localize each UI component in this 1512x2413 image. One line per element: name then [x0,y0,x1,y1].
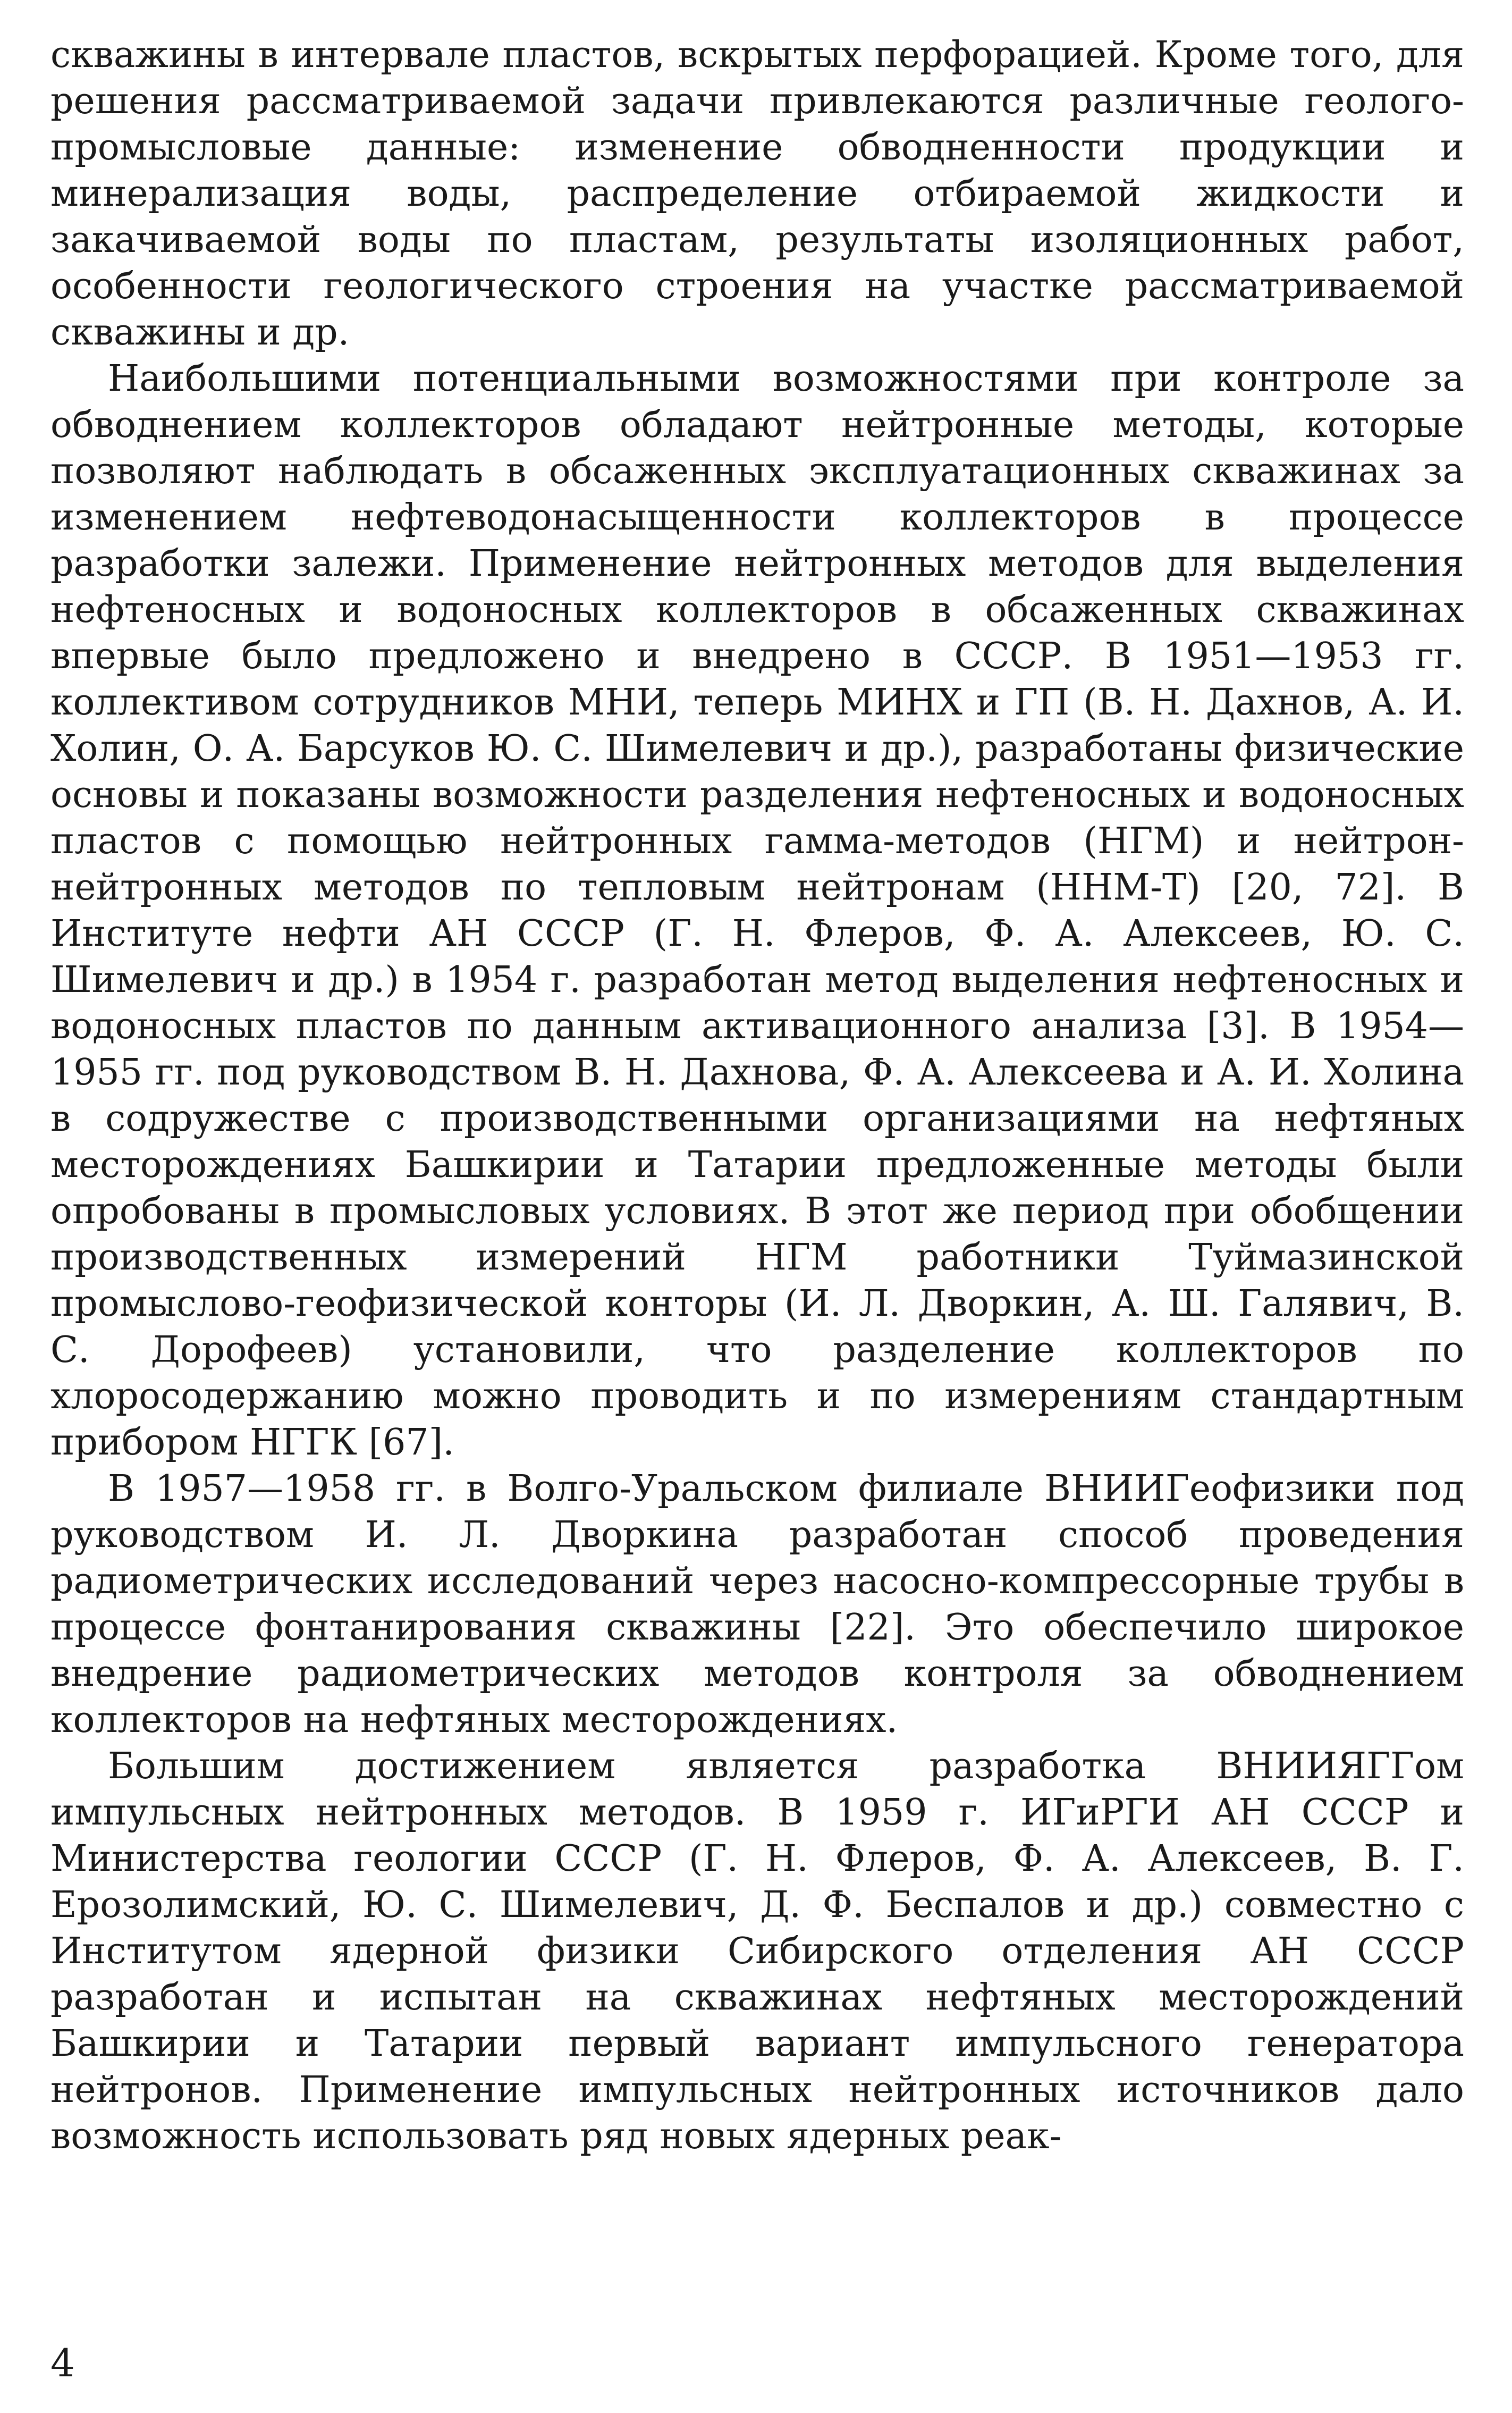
document-page [50,32,1464,2387]
page-number: 4 [50,2341,75,2385]
paragraph-1: скважины в интервале пластов, вскрытых перфорацией. Кроме того, для решения рассматриваемой задачи привлекаются различные геолого-промысловые данные: изменение обводненности продукции и минерализация воды, распределение отбираемой жидкости и закачиваемой воды по пластам, результаты изоляционных работ, особенности геологического строения на участке рассматриваемой скважины и др. [50,34,1464,354]
paragraph-2: Наибольшими потенциальными возможностями при контроле за обводнением коллекторов обладают нейтронные методы, которые позволяют наблюдать в обсаженных эксплуатационных скважинах за изменением нефтеводонасыщенности коллекторов в процессе разработки залежи. Применение нейтронных методов для выделения нефтеносных и водоносных коллекторов в обсаженных скважинах впервые было предложено и внедрено в СССР. В 1951—1953 гг. коллективом сотрудников МНИ, теперь МИНХ и ГП (В. Н. Дахнов, А. И. Холин, О. А. Барсуков Ю. С. Шимелевич и др.), разработаны физические основы и показаны возможности разделения нефтеносных и водоносных пластов с помощью нейтронных гамма-методов (НГМ) и нейтрон-нейтронных методов по тепловым нейтронам (ННМ-Т) [20, 72]. В Институте нефти АН СССР (Г. Н. Флеров, Ф. А. Алексеев, Ю. С. Шимелевич и др.) в 1954 г. разработан метод выделения нефтеносных и водоносных пластов по данным активационного анализа [3]. В 1954—1955 гг. под руководством В. Н. Дахнова, Ф. А. Алексеева и А. И. Холина в содружестве с производственными организациями на нефтяных месторождениях Башкирии и Татарии предложенные методы были опробованы в промысловых условиях. В этот же период при обобщении производственных измерений НГМ работники Туймазинской промыслово-геофизической конторы (И. Л. Дворкин, А. Ш. Галявич, В. С. Дорофеев) установили, что разделение коллекторов по хлоросодержанию можно проводить и по измерениям стандартным прибором НГГК [67]. [50,358,1464,1464]
paragraph-4: Большим достижением является разработка ВНИИЯГГом импульсных нейтронных методов. В 1959 г. ИГиРГИ АН СССР и Министерства геологии СССР (Г. Н. Флеров, Ф. А. Алексеев, В. Г. Ерозолимский, Ю. С. Шимелевич, Д. Ф. Беспалов и др.) совместно с Институтом ядерной физики Сибирского отделения АН СССР разработан и испытан на скважинах нефтяных месторождений Башкирии и Татарии первый вариант импульсного генератора нейтронов. Применение импульсных нейтронных источников дало возможность использовать ряд новых ядерных реак- [50,1745,1464,2157]
paragraph-3: В 1957—1958 гг. в Волго-Уральском филиале ВНИИГеофизики под руководством И. Л. Дворкина разработан способ проведения радиометрических исследований через насосно-компрессорные трубы в процессе фонтанирования скважины [22]. Это обеспечило широкое внедрение радиометрических методов контроля за обводнением коллекторов на нефтяных месторождениях. [50,1468,1464,1741]
